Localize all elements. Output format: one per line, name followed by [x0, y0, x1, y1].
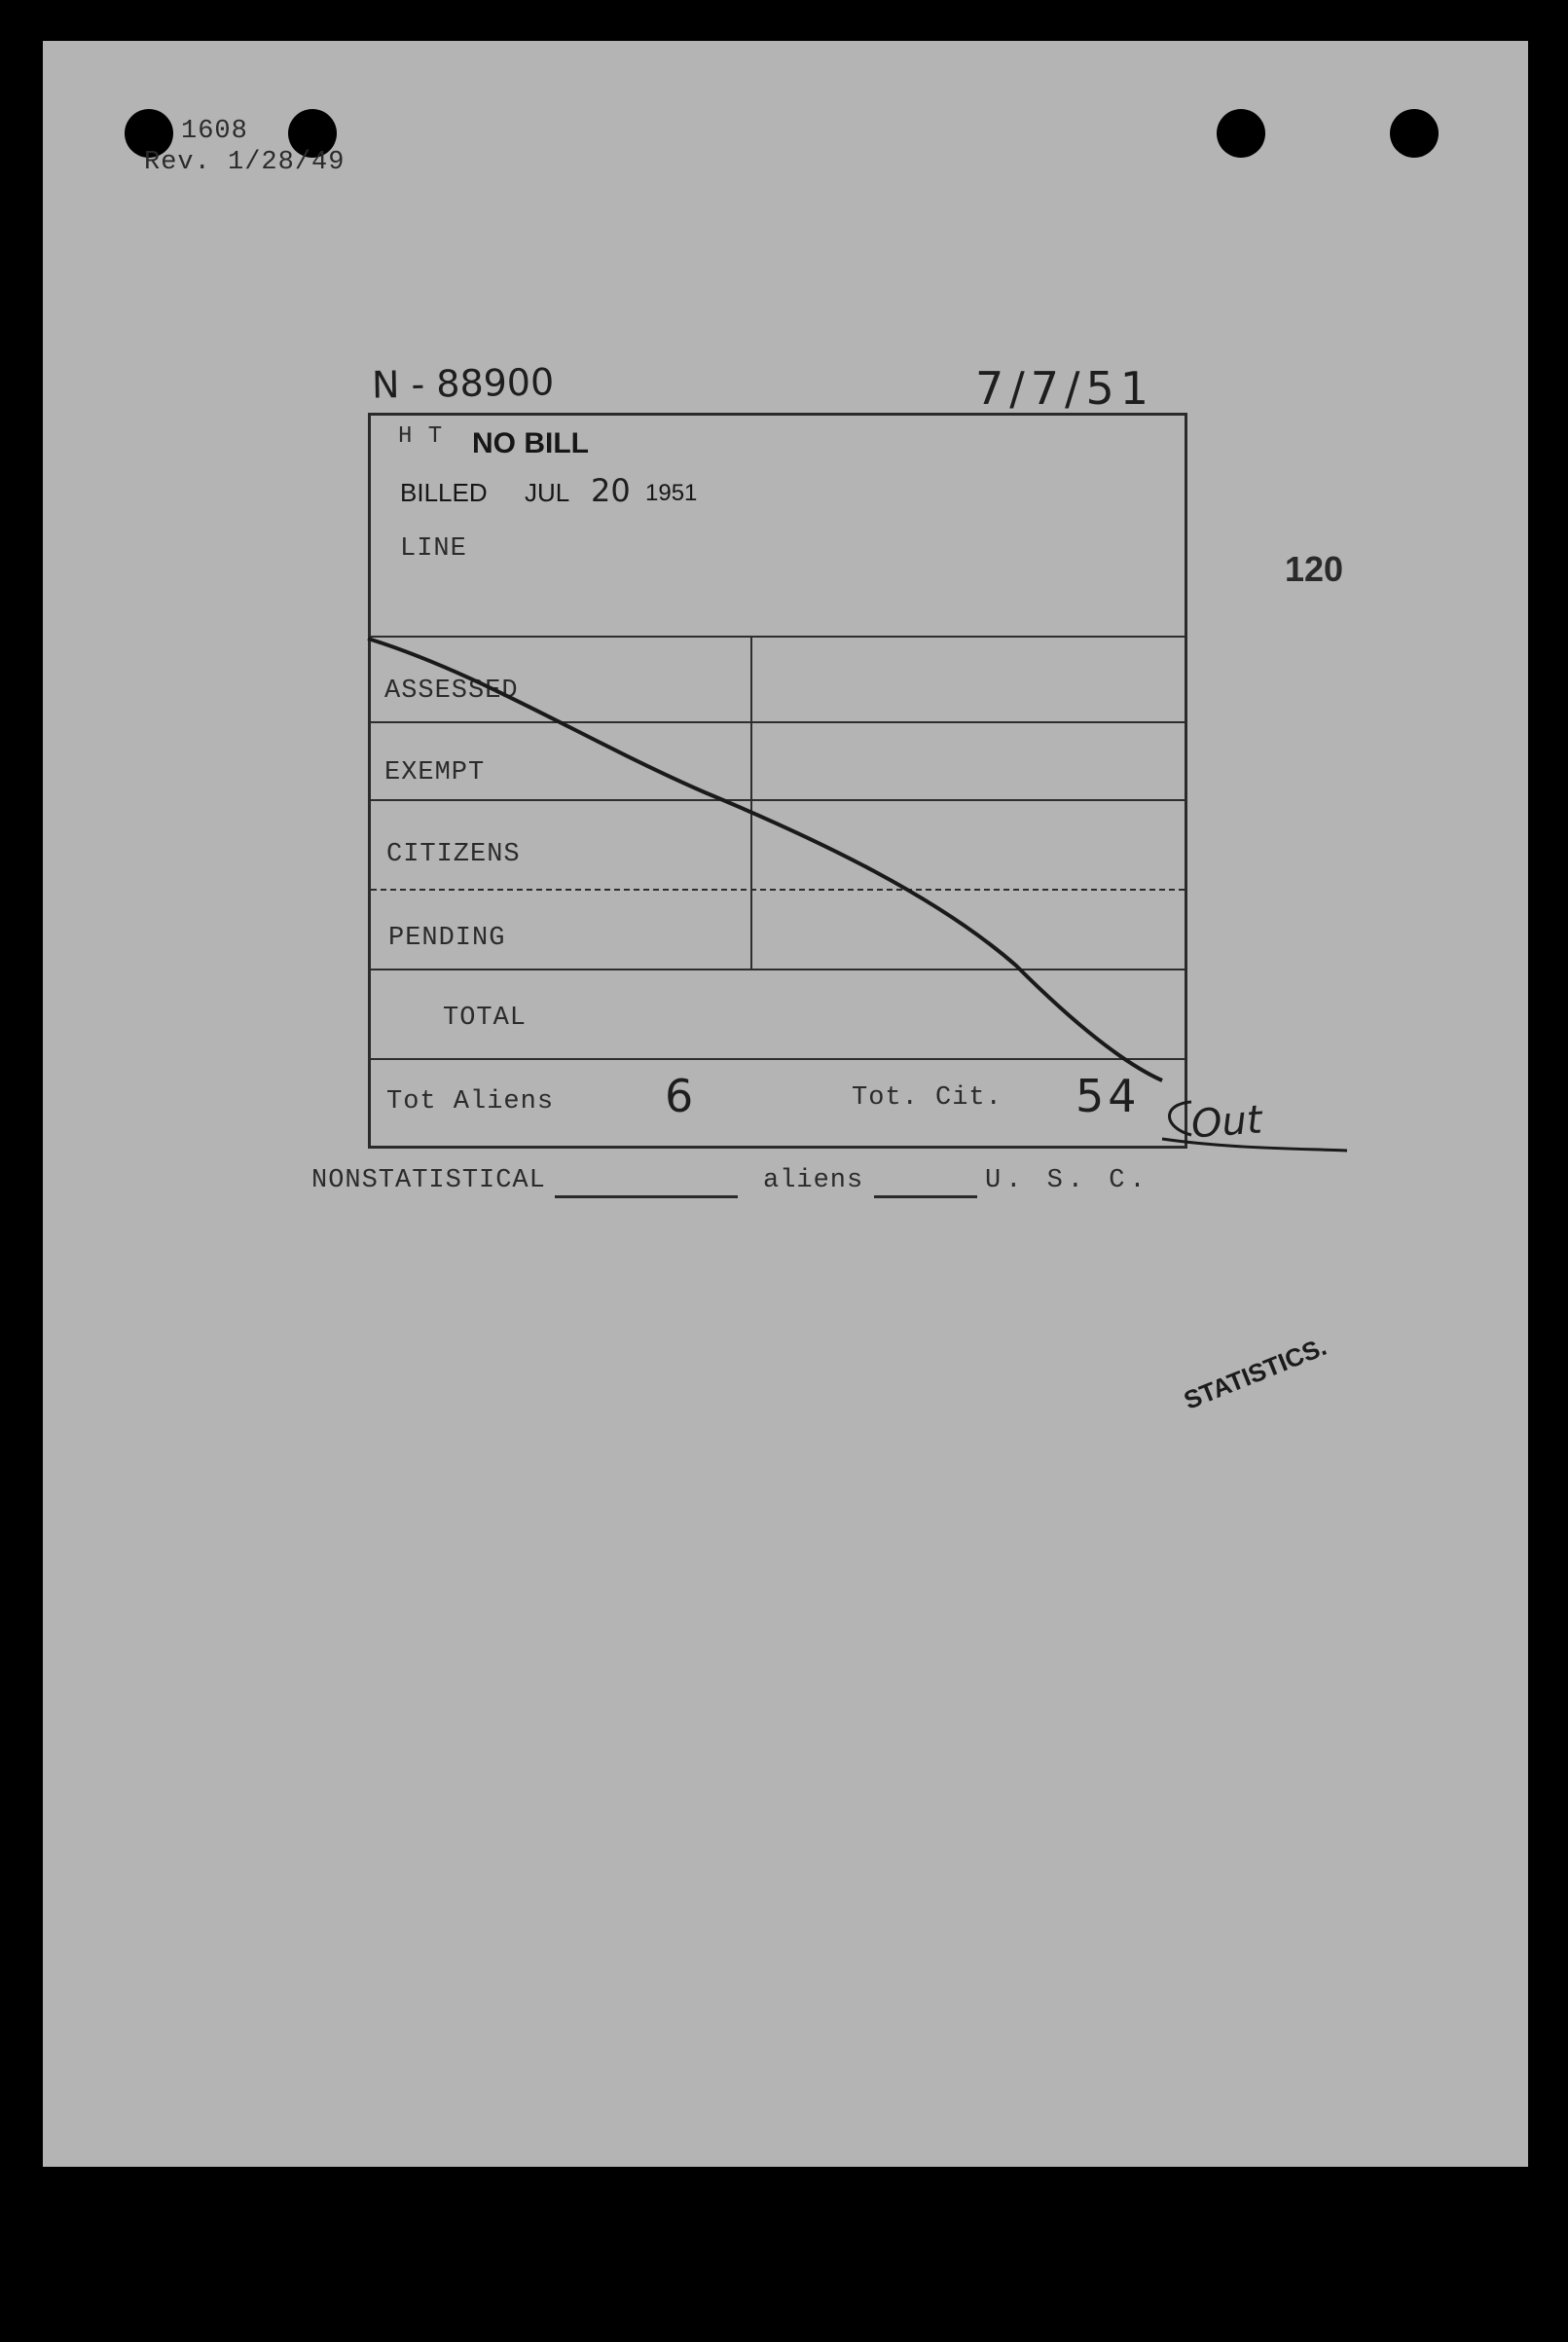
billed-month: JUL — [525, 478, 570, 507]
billed-year: 1951 — [645, 480, 698, 506]
rule-exempt — [371, 799, 1185, 801]
document-sheet — [43, 41, 1528, 2167]
row-citizens: CITIZENS — [386, 840, 521, 869]
total-label: TOTAL — [443, 1004, 528, 1033]
tot-aliens-label: Tot Aliens — [386, 1087, 555, 1116]
aliens-blank — [874, 1195, 977, 1198]
punch-hole-3 — [1217, 109, 1265, 158]
row-assessed: ASSESSED — [384, 677, 519, 706]
rule-pending — [371, 969, 1185, 970]
rule-total — [371, 1058, 1185, 1060]
rule-header — [371, 636, 1185, 638]
rule-citizens — [371, 889, 1185, 891]
initials-signature: Out — [1189, 1097, 1264, 1148]
punch-hole-4 — [1390, 109, 1439, 158]
statistics-stamp: STATISTICS. — [1180, 1331, 1331, 1415]
billed-day: 20 — [591, 472, 631, 509]
row-exempt: EXEMPT — [384, 758, 486, 787]
form-revision: Rev. 1/28/49 — [144, 148, 346, 177]
form-number: 1608 — [181, 117, 248, 146]
form-date: 7/7/51 — [975, 362, 1155, 415]
no-bill-stamp: NO BILL — [472, 427, 589, 459]
rule-assessed — [371, 721, 1185, 723]
billed-label: BILLED — [400, 478, 488, 507]
nonstatistical-blank — [555, 1195, 738, 1198]
file-number: N - 88900 — [371, 360, 555, 407]
usc-label: U. S. C. — [985, 1166, 1150, 1195]
header-initials: H T — [398, 423, 444, 450]
tot-aliens-value: 6 — [665, 1070, 694, 1122]
form-box — [368, 413, 1187, 1149]
line-label: LINE — [400, 534, 467, 564]
aliens-label: aliens — [763, 1166, 864, 1195]
tot-cit-value: 54 — [1076, 1070, 1141, 1122]
row-pending: PENDING — [388, 924, 506, 953]
row-divider — [750, 636, 752, 969]
nonstatistical-label: NONSTATISTICAL — [311, 1166, 546, 1195]
side-number: 120 — [1285, 549, 1344, 589]
tot-cit-label: Tot. Cit. — [852, 1083, 1003, 1113]
